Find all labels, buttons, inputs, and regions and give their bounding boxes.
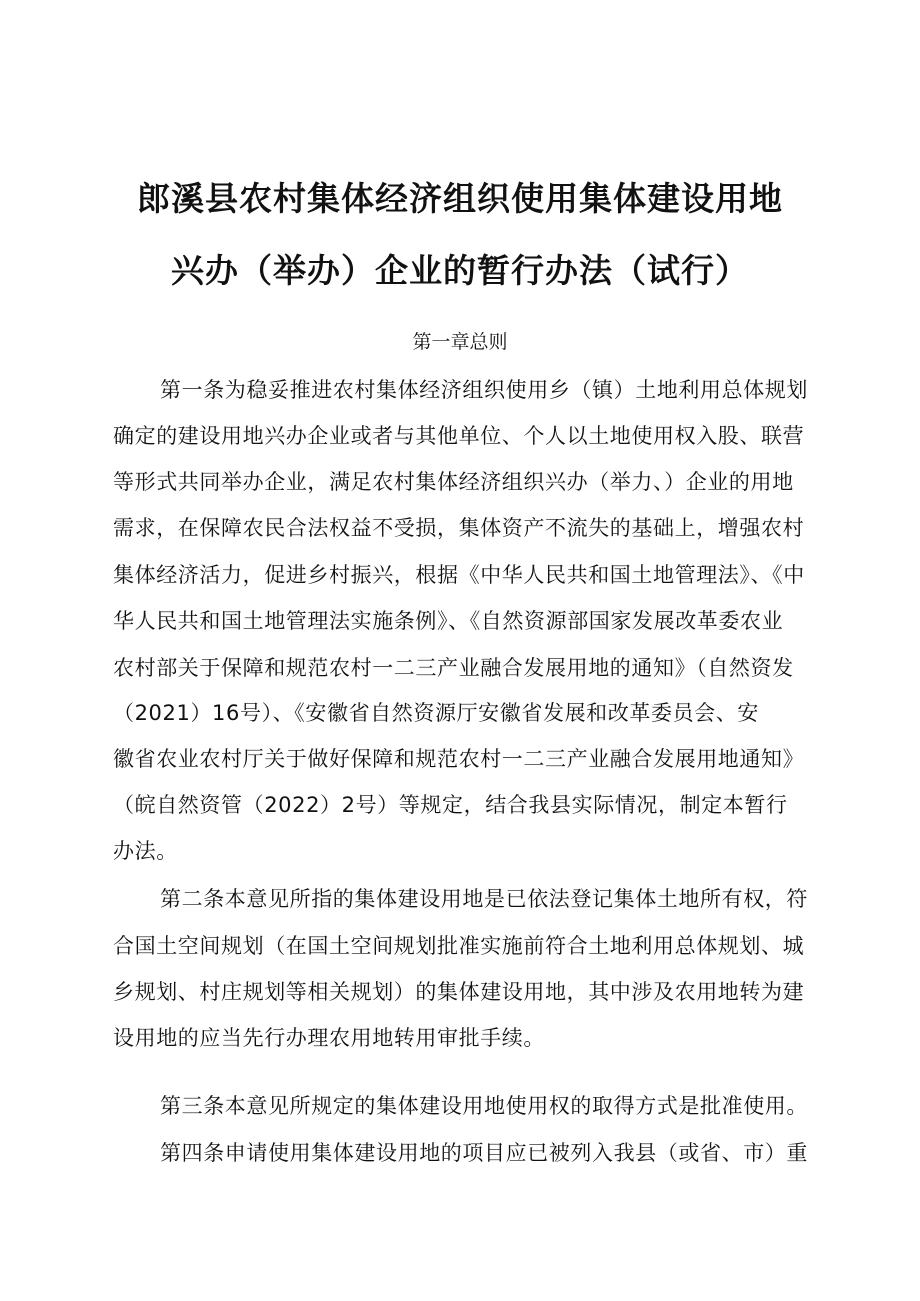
article-2-line: 第二条本意见所指的集体建设用地是已依法登记集体土地所有权，符 bbox=[160, 887, 808, 911]
article-1-line: 第一条为稳妥推进农村集体经济组织使用乡（镇）土地利用总体规划 bbox=[160, 378, 808, 402]
article-2-line: 设用地的应当先行办理农用地转用审批手续。 bbox=[113, 1026, 545, 1050]
article-1-line: 集体经济活力，促进乡村振兴，根据《中华人民共和国土地管理法》、《中 bbox=[113, 563, 805, 587]
article-1-line: 确定的建设用地兴办企业或者与其他单位、个人以土地使用权入股、联营 bbox=[113, 424, 805, 448]
document-title-line-1: 郎溪县农村集体经济组织使用集体建设用地 bbox=[137, 179, 783, 218]
article-2-line: 乡规划、村庄规划等相关规划）的集体建设用地，其中涉及农用地转为建 bbox=[113, 980, 805, 1004]
article-1-line: 需求，在保障农民合法权益不受损，集体资产不流失的基础上，增强农村 bbox=[113, 516, 805, 540]
article-1-line: 华人民共和国土地管理法实施条例》、《自然资源部国家发展改革委农业 bbox=[113, 609, 784, 633]
article-4-line: 第四条申请使用集体建设用地的项目应已被列入我县（或省、市）重 bbox=[160, 1141, 808, 1165]
document-title-line-2: 兴办（举办）企业的暂行办法（试行） bbox=[171, 251, 749, 290]
article-1-line: 农村部关于保障和规范农村一二三产业融合发展用地的通知》（自然资发 bbox=[113, 656, 794, 680]
article-1-line: （2021）16号）、《安徽省自然资源厅安徽省发展和改革委员会、安 bbox=[113, 701, 759, 725]
article-1-line: （皖自然资管（2022）2号）等规定，结合我县实际情况，制定本暂行 bbox=[113, 793, 788, 817]
article-3-line: 第三条本意见所规定的集体建设用地使用权的取得方式是批准使用。 bbox=[160, 1094, 808, 1118]
article-1-line: 办法。 bbox=[113, 839, 178, 863]
article-1-line: 徽省农业农村厅关于做好保障和规范农村一二三产业融合发展用地通知》 bbox=[113, 747, 805, 771]
chapter-heading: 第一章总则 bbox=[412, 331, 508, 353]
article-1-line: 等形式共同举办企业，满足农村集体经济组织兴办（举力、）企业的用地 bbox=[113, 470, 794, 494]
article-2-line: 合国土空间规划（在国土空间规划批准实施前符合土地利用总体规划、城 bbox=[113, 934, 805, 958]
